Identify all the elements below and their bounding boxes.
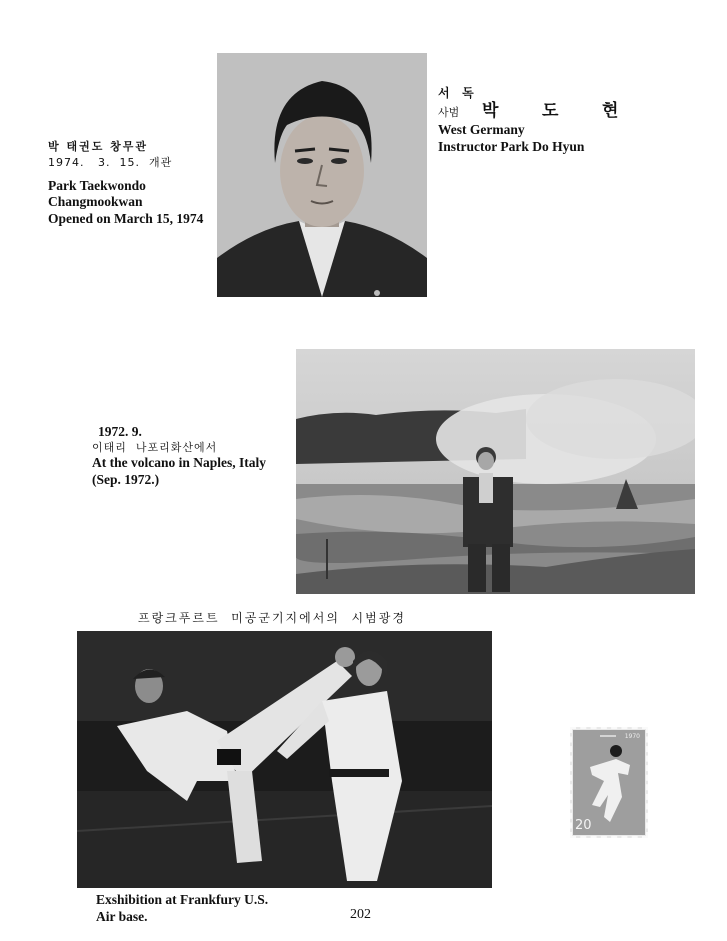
volcano-date: 1972. 9. xyxy=(98,424,142,439)
volcano-caption xyxy=(92,424,266,488)
volcano-photo xyxy=(296,349,695,594)
dojang-date-ko: 1974. 3. 15. 개관 xyxy=(48,155,173,169)
name-ko-1: 박 xyxy=(482,101,499,121)
portrait-location xyxy=(438,86,662,101)
location-ko: 서 독 xyxy=(438,86,474,100)
portrait-name-row xyxy=(438,101,662,122)
stamp-value: 20 xyxy=(575,818,592,833)
dojang-caption xyxy=(48,140,203,228)
postage-stamp xyxy=(570,727,648,838)
portrait-name-en: Instructor Park Do Hyun xyxy=(438,139,585,155)
dojang-name-ko: 박 태권도 창무관 xyxy=(48,140,149,153)
portrait-photo xyxy=(217,53,427,297)
exhibition-caption xyxy=(96,892,268,926)
dojang-line1: Park Taekwondo xyxy=(48,177,146,193)
name-ko-2: 도 xyxy=(542,101,559,121)
volcano-line2: (Sep. 1972.) xyxy=(92,471,160,487)
exhibition-heading-ko: 프랑크푸르트 미공군기지에서의 시범광경 xyxy=(138,611,406,625)
page-number: 202 xyxy=(350,907,371,922)
exhibition-line2: Air base. xyxy=(96,908,148,924)
dojang-line2: Changmookwan xyxy=(48,194,143,210)
volcano-line1: At the volcano in Naples, Italy xyxy=(92,454,267,470)
volcano-place-ko: 이태리 나포리화산에서 xyxy=(92,440,218,454)
dojang-line3: Opened on March 15, 1974 xyxy=(48,211,204,227)
stamp-year: 1970 xyxy=(624,733,640,740)
exhibition-line1: Exshibition at Frankfury U.S. xyxy=(96,892,269,907)
title-ko: 사범 xyxy=(438,106,460,119)
exhibition-photo xyxy=(77,631,492,888)
portrait-caption xyxy=(438,86,662,156)
name-ko-3: 현 xyxy=(602,101,619,121)
portrait-country: West Germany xyxy=(438,122,525,138)
